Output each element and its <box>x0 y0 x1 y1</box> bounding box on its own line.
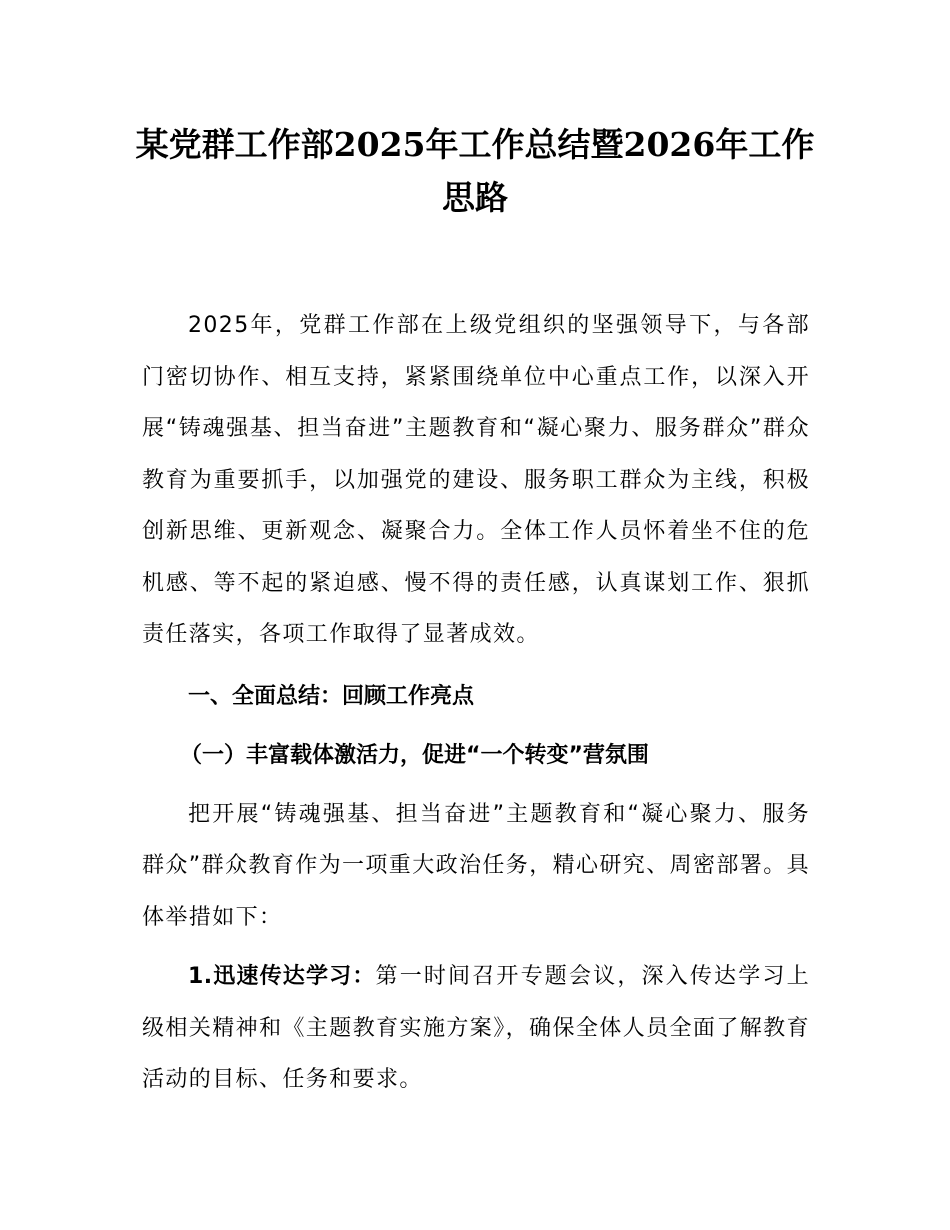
document-body <box>142 300 810 1106</box>
spacer <box>142 722 810 730</box>
list-item-paragraph <box>142 951 810 1106</box>
list-item-text: 第一时间召开专题会议，深入传达学习上级相关精神和《主题教育实施方案》，确保全体人员全面了解教育活动的目标、任务和要求。 <box>142 964 810 1092</box>
subsection-paragraph: 把开展“铸魂强基、担当奋进”主题教育和“凝心聚力、服务群众”群众教育作为一项重大政治任务，精心研究、周密部署。具体举措如下： <box>142 801 810 930</box>
spacer <box>142 781 810 789</box>
subsection-heading: （一）丰富载体激活力，促进“一个转变”营氛围 <box>180 742 649 768</box>
spacer <box>142 661 810 671</box>
document-title: 某党群工作部2025年工作总结暨2026年工作思路 <box>135 125 815 217</box>
spacer <box>142 943 810 951</box>
intro-paragraph: 2025年，党群工作部在上级党组织的坚强领导下，与各部门密切协作、相互支持，紧紧围绕单位中心重点工作，以深入开展“铸魂强基、担当奋进”主题教育和“凝心聚力、服务群众”群众教育为重要抓手，以加强党的建设、服务职工群众为主线，积极创新思维、更新观念、凝聚合力。全体工作人员怀着坐不住的危机感、等不起的紧迫感、慢不得的责任感，认真谋划工作、狠抓责任落实，各项工作取得了显著成效。 <box>142 313 810 647</box>
list-item-lead: 1.迅速传达学习： <box>188 964 376 989</box>
section-heading: 一、全面总结：回顾工作亮点 <box>188 683 475 709</box>
